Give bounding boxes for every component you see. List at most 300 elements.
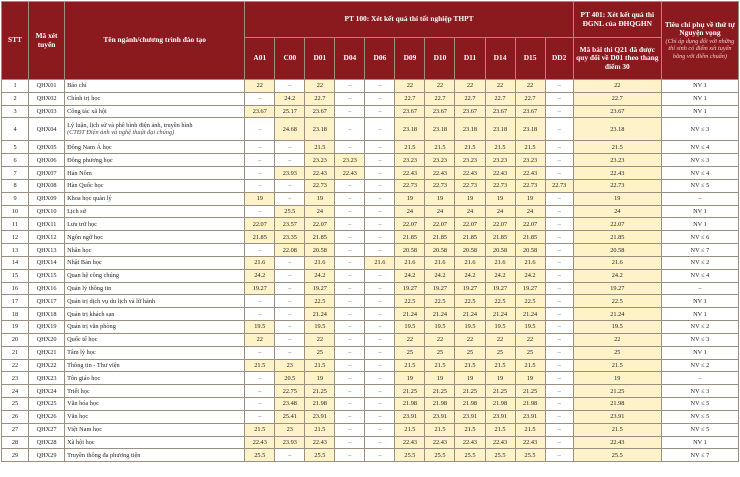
row-score: 19 <box>395 372 425 385</box>
row-score: 19.5 <box>515 321 545 334</box>
row-score: – <box>275 449 305 462</box>
row-score: 19.27 <box>425 282 455 295</box>
row-program-name <box>65 282 245 295</box>
row-score: – <box>335 244 365 257</box>
program-name-text: Quản lý thông tin <box>67 285 112 292</box>
row-score: – <box>335 385 365 398</box>
row-score: – <box>545 154 573 167</box>
row-score: 23.23 <box>515 154 545 167</box>
table-row <box>2 231 739 244</box>
row-score: 22.5 <box>455 295 485 308</box>
program-name-text: Xã hội học <box>67 438 95 446</box>
row-score: – <box>335 218 365 231</box>
row-code: QHX05 <box>29 141 65 154</box>
row-stt: 5 <box>2 141 29 154</box>
row-score: 22 <box>485 333 515 346</box>
row-stt: 27 <box>2 423 29 436</box>
row-score: – <box>365 154 395 167</box>
row-pt401: 19.5 <box>573 321 661 334</box>
row-score: 24 <box>305 205 335 218</box>
row-score: – <box>335 308 365 321</box>
row-score: – <box>335 80 365 93</box>
row-score: – <box>245 205 275 218</box>
row-stt: 19 <box>2 321 29 334</box>
row-score: 21.5 <box>305 423 335 436</box>
row-score: 22.43 <box>425 436 455 449</box>
row-score: 25.5 <box>395 449 425 462</box>
header-combo: D06 <box>365 38 395 80</box>
row-stt: 11 <box>2 218 29 231</box>
row-score: 24 <box>515 205 545 218</box>
row-score: – <box>545 295 573 308</box>
row-score: 21.6 <box>395 256 425 269</box>
row-score: 23.91 <box>515 410 545 423</box>
table-row <box>2 118 739 141</box>
row-score: 24.2 <box>425 269 455 282</box>
row-score: – <box>335 359 365 372</box>
row-score: – <box>335 141 365 154</box>
program-name-text: Đông phương học <box>67 156 113 164</box>
row-score: 23.93 <box>275 167 305 180</box>
row-score: – <box>365 295 395 308</box>
table-row <box>2 436 739 449</box>
row-pt401: 21.5 <box>573 423 661 436</box>
row-nv: NV ≤ 5 <box>661 423 738 436</box>
row-nv: – <box>661 192 738 205</box>
row-score: 22 <box>305 80 335 93</box>
row-pt401: 22.5 <box>573 295 661 308</box>
row-score: – <box>545 282 573 295</box>
row-code: QHX23 <box>29 372 65 385</box>
row-score: 22.43 <box>485 167 515 180</box>
row-score: 24.2 <box>275 92 305 105</box>
row-stt: 23 <box>2 372 29 385</box>
row-stt: 14 <box>2 256 29 269</box>
row-score: 21.6 <box>455 256 485 269</box>
table-row <box>2 205 739 218</box>
header-combo: D04 <box>335 38 365 80</box>
row-pt401: 21.6 <box>573 256 661 269</box>
row-code: QHX11 <box>29 218 65 231</box>
row-stt: 3 <box>2 105 29 118</box>
program-name-text: Hán Nôm <box>67 169 92 177</box>
row-score: 23.23 <box>485 154 515 167</box>
program-name-text: Tôn giáo học <box>67 374 101 382</box>
row-score: 23.23 <box>425 154 455 167</box>
row-score: – <box>245 92 275 105</box>
program-name-text: Lưu trữ học <box>67 220 97 228</box>
row-stt: 2 <box>2 92 29 105</box>
row-score: – <box>365 410 395 423</box>
row-score: 23.67 <box>455 105 485 118</box>
row-score: 22.43 <box>485 436 515 449</box>
row-stt: 22 <box>2 359 29 372</box>
row-score: 22.7 <box>485 92 515 105</box>
row-score: 21.24 <box>455 308 485 321</box>
row-score: 25 <box>395 346 425 359</box>
row-score: 21.98 <box>455 398 485 411</box>
row-score: 22.5 <box>485 295 515 308</box>
header-pt401-sub: Mã bài thi Q21 đã được quy đổi về D01 theo thang điểm 30 <box>573 38 661 80</box>
row-score: – <box>275 282 305 295</box>
header-pt401: PT 401: Xét kết quả thi ĐGNL của ĐHQGHN <box>573 2 661 38</box>
row-score: 23.67 <box>395 105 425 118</box>
row-score: 21.98 <box>305 398 335 411</box>
row-score: 22 <box>425 80 455 93</box>
row-program-name <box>65 308 245 321</box>
table-row <box>2 269 739 282</box>
row-code: QHX24 <box>29 385 65 398</box>
row-score: – <box>545 346 573 359</box>
row-score: 23.23 <box>455 154 485 167</box>
header-combo: D01 <box>305 38 335 80</box>
header-combo: C00 <box>275 38 305 80</box>
row-score: 23 <box>275 423 305 436</box>
row-score: 22 <box>395 333 425 346</box>
row-stt: 15 <box>2 269 29 282</box>
row-score: 21.85 <box>485 231 515 244</box>
row-score: – <box>245 295 275 308</box>
row-nv: NV ≤ 3 <box>661 154 738 167</box>
row-stt: 28 <box>2 436 29 449</box>
row-score: 22.73 <box>455 179 485 192</box>
row-score: 21.85 <box>305 231 335 244</box>
row-program-name <box>65 141 245 154</box>
row-pt401: 21.24 <box>573 308 661 321</box>
row-score: 21.85 <box>245 231 275 244</box>
row-score: 21.5 <box>305 359 335 372</box>
row-stt: 8 <box>2 179 29 192</box>
row-pt401: 22.7 <box>573 92 661 105</box>
row-score: – <box>275 321 305 334</box>
row-score: – <box>545 256 573 269</box>
row-score: 23.67 <box>485 105 515 118</box>
row-score: 21.5 <box>485 141 515 154</box>
header-combo: D14 <box>485 38 515 80</box>
row-score: 24 <box>425 205 455 218</box>
row-score: 20.58 <box>425 244 455 257</box>
row-pt401: 19 <box>573 192 661 205</box>
row-program-name <box>65 359 245 372</box>
row-nv: NV 1 <box>661 295 738 308</box>
row-score: 21.98 <box>395 398 425 411</box>
row-score: 21.6 <box>245 256 275 269</box>
program-name-text: Ngôn ngữ học <box>67 233 104 241</box>
row-program-name <box>65 205 245 218</box>
row-score: 19 <box>515 192 545 205</box>
row-score: 22.5 <box>395 295 425 308</box>
row-score: – <box>365 231 395 244</box>
program-name-text: Quan hệ công chúng <box>67 272 119 280</box>
row-nv: NV ≤ 5 <box>661 398 738 411</box>
header-tieuchi-title: Tiêu chí phụ về thứ tự Nguyện vọng <box>664 19 735 38</box>
row-code: QHX14 <box>29 256 65 269</box>
row-score: – <box>365 385 395 398</box>
row-score: – <box>365 436 395 449</box>
row-stt: 25 <box>2 398 29 411</box>
row-stt: 21 <box>2 346 29 359</box>
row-score: 23.18 <box>455 118 485 141</box>
row-score: 22.7 <box>305 92 335 105</box>
row-score: 25 <box>305 346 335 359</box>
row-score: 22 <box>515 333 545 346</box>
row-nv: NV ≤ 7 <box>661 449 738 462</box>
row-program-name <box>65 218 245 231</box>
row-score: 22 <box>305 333 335 346</box>
table-row <box>2 244 739 257</box>
row-nv: NV 1 <box>661 92 738 105</box>
row-code: QHX12 <box>29 231 65 244</box>
row-code: QHX19 <box>29 321 65 334</box>
row-nv: NV 1 <box>661 80 738 93</box>
row-stt: 26 <box>2 410 29 423</box>
row-score: – <box>545 92 573 105</box>
table-row <box>2 167 739 180</box>
row-score: – <box>545 141 573 154</box>
row-score: 21.25 <box>395 385 425 398</box>
row-score: – <box>545 449 573 462</box>
row-score: 20.58 <box>305 244 335 257</box>
row-score: 23.23 <box>335 154 365 167</box>
row-score: – <box>335 423 365 436</box>
row-score: 22.07 <box>455 218 485 231</box>
row-score: – <box>545 308 573 321</box>
row-score: 22.07 <box>515 218 545 231</box>
row-score: 24 <box>395 205 425 218</box>
row-score: 20.5 <box>275 372 305 385</box>
row-score: 21.25 <box>485 385 515 398</box>
row-score: 19.5 <box>305 321 335 334</box>
row-pt401: 21.5 <box>573 141 661 154</box>
row-stt: 17 <box>2 295 29 308</box>
row-pt401: 19 <box>573 372 661 385</box>
row-code: QHX21 <box>29 346 65 359</box>
row-score: 22.5 <box>425 295 455 308</box>
row-program-name <box>65 333 245 346</box>
row-score: 21.25 <box>455 385 485 398</box>
row-score: – <box>545 398 573 411</box>
row-score: 25.5 <box>455 449 485 462</box>
row-score: – <box>365 398 395 411</box>
row-score: 22.43 <box>515 436 545 449</box>
row-score: 19.5 <box>395 321 425 334</box>
row-code: QHX07 <box>29 167 65 180</box>
row-score: – <box>365 308 395 321</box>
row-score: 21.25 <box>425 385 455 398</box>
header-tieuchi-note: (Chỉ áp dụng đối với những thí sinh có điểm xét tuyển bằng với điểm chuẩn) <box>665 37 735 60</box>
row-score: 23.91 <box>305 410 335 423</box>
row-score: 21.6 <box>425 256 455 269</box>
header-combo: D09 <box>395 38 425 80</box>
row-pt401: 21.25 <box>573 385 661 398</box>
table-row <box>2 346 739 359</box>
row-code: QHX25 <box>29 398 65 411</box>
row-score: 25 <box>515 346 545 359</box>
row-score: 22.43 <box>425 167 455 180</box>
row-score: – <box>335 118 365 141</box>
row-score: 25.5 <box>515 449 545 462</box>
row-score: – <box>365 92 395 105</box>
program-name-text: Việt Nam học <box>67 426 103 434</box>
row-pt401: 23.67 <box>573 105 661 118</box>
row-score: 22.43 <box>455 167 485 180</box>
row-code: QHX02 <box>29 92 65 105</box>
row-score: 22 <box>395 80 425 93</box>
program-name-text: Tâm lý học <box>67 349 96 357</box>
row-score: 21.25 <box>305 385 335 398</box>
program-name-text: Văn hóa học <box>67 400 99 408</box>
row-score: 19 <box>395 192 425 205</box>
row-score: – <box>245 385 275 398</box>
row-score: 23.18 <box>305 118 335 141</box>
row-score: – <box>275 346 305 359</box>
program-name-text: Quản trị dịch vụ du lịch và lữ hành <box>67 297 156 305</box>
row-score: – <box>545 80 573 93</box>
row-score: 22 <box>455 333 485 346</box>
row-score: 25 <box>425 346 455 359</box>
row-score: 21.98 <box>515 398 545 411</box>
row-score: 22.07 <box>485 218 515 231</box>
row-score: – <box>545 244 573 257</box>
row-code: QHX18 <box>29 308 65 321</box>
row-score: – <box>335 449 365 462</box>
row-pt401: 22.43 <box>573 436 661 449</box>
row-score: 22.73 <box>305 179 335 192</box>
row-score: 20.58 <box>395 244 425 257</box>
row-nv: NV ≤ 6 <box>661 231 738 244</box>
row-score: 22.73 <box>425 179 455 192</box>
row-code: QHX01 <box>29 80 65 93</box>
row-score: 23.48 <box>275 398 305 411</box>
row-score: – <box>365 192 395 205</box>
row-code: QHX03 <box>29 105 65 118</box>
row-score: 22.73 <box>545 179 573 192</box>
row-score: 24.2 <box>515 269 545 282</box>
row-score: 25.5 <box>425 449 455 462</box>
row-score: 22.43 <box>395 167 425 180</box>
row-score: – <box>245 398 275 411</box>
row-score: 20.58 <box>515 244 545 257</box>
program-name-text: Quản trị văn phòng <box>67 323 116 331</box>
row-nv: NV ≤ 7 <box>661 244 738 257</box>
row-score: 21.25 <box>515 385 545 398</box>
row-pt401: 21.5 <box>573 359 661 372</box>
row-score: 25.5 <box>485 449 515 462</box>
row-score: 22.43 <box>245 436 275 449</box>
row-score: – <box>335 372 365 385</box>
program-name-text: Truyền thông đa phương tiện <box>67 451 141 459</box>
row-score: 19.27 <box>395 282 425 295</box>
row-pt401: 22 <box>573 333 661 346</box>
table-row <box>2 385 739 398</box>
row-score: 22.07 <box>305 218 335 231</box>
program-name-text: Công tác xã hội <box>67 108 107 116</box>
row-score: 19.27 <box>305 282 335 295</box>
row-nv: – <box>661 282 738 295</box>
table-row <box>2 282 739 295</box>
row-pt401: 23.23 <box>573 154 661 167</box>
row-pt401: 20.58 <box>573 244 661 257</box>
row-score: 19.5 <box>425 321 455 334</box>
row-score: 21.5 <box>395 359 425 372</box>
row-stt: 18 <box>2 308 29 321</box>
row-score: 24.2 <box>395 269 425 282</box>
row-score: 25.5 <box>275 205 305 218</box>
row-score: 23.67 <box>425 105 455 118</box>
header-combo: D10 <box>425 38 455 80</box>
row-score: – <box>245 308 275 321</box>
row-score: 19 <box>305 192 335 205</box>
row-score: 21.5 <box>395 423 425 436</box>
program-name-text: Hàn Quốc học <box>67 182 104 190</box>
row-pt401: 22.43 <box>573 167 661 180</box>
row-score: 24.2 <box>305 269 335 282</box>
row-score: – <box>365 423 395 436</box>
row-nv: NV 1 <box>661 218 738 231</box>
row-score: 23.23 <box>395 154 425 167</box>
row-score: 21.5 <box>245 359 275 372</box>
row-score: – <box>275 80 305 93</box>
row-score: 21.24 <box>485 308 515 321</box>
row-score: 19.5 <box>455 321 485 334</box>
row-score: 23.35 <box>275 231 305 244</box>
row-code: QHX08 <box>29 179 65 192</box>
row-score: 23.18 <box>485 118 515 141</box>
row-code: QHX26 <box>29 410 65 423</box>
row-pt401: 22 <box>573 80 661 93</box>
row-program-name <box>65 410 245 423</box>
row-score: 23 <box>275 359 305 372</box>
row-score: 19 <box>455 372 485 385</box>
row-score: 21.5 <box>245 423 275 436</box>
row-score: 21.6 <box>515 256 545 269</box>
table-row <box>2 359 739 372</box>
row-score: 21.85 <box>455 231 485 244</box>
table-row <box>2 423 739 436</box>
row-score: 19.27 <box>515 282 545 295</box>
row-score: 21.24 <box>395 308 425 321</box>
row-score: – <box>365 282 395 295</box>
row-score: – <box>365 167 395 180</box>
row-stt: 6 <box>2 154 29 167</box>
row-program-name <box>65 244 245 257</box>
program-name-text: Triết học <box>67 387 90 395</box>
row-stt: 12 <box>2 231 29 244</box>
row-score: 25.5 <box>305 449 335 462</box>
row-score: – <box>335 205 365 218</box>
row-pt401: 21.85 <box>573 231 661 244</box>
program-name-text: Lý luận, lịch sử và phê bình điện ảnh, truyền hình <box>67 122 193 130</box>
row-score: – <box>365 218 395 231</box>
header-program: Tên ngành/chương trình đào tạo <box>65 2 245 80</box>
row-stt: 7 <box>2 167 29 180</box>
row-score: – <box>275 333 305 346</box>
row-score: 23.67 <box>245 105 275 118</box>
row-score: – <box>365 359 395 372</box>
row-score: 21.5 <box>455 359 485 372</box>
row-score: – <box>545 118 573 141</box>
row-score: 19.5 <box>245 321 275 334</box>
row-program-name <box>65 436 245 449</box>
row-score: 22 <box>245 80 275 93</box>
row-score: 22.7 <box>395 92 425 105</box>
row-score: – <box>545 385 573 398</box>
row-stt: 13 <box>2 244 29 257</box>
row-score: 25.5 <box>245 449 275 462</box>
row-program-name <box>65 295 245 308</box>
row-score: – <box>365 205 395 218</box>
row-score: 19 <box>515 372 545 385</box>
